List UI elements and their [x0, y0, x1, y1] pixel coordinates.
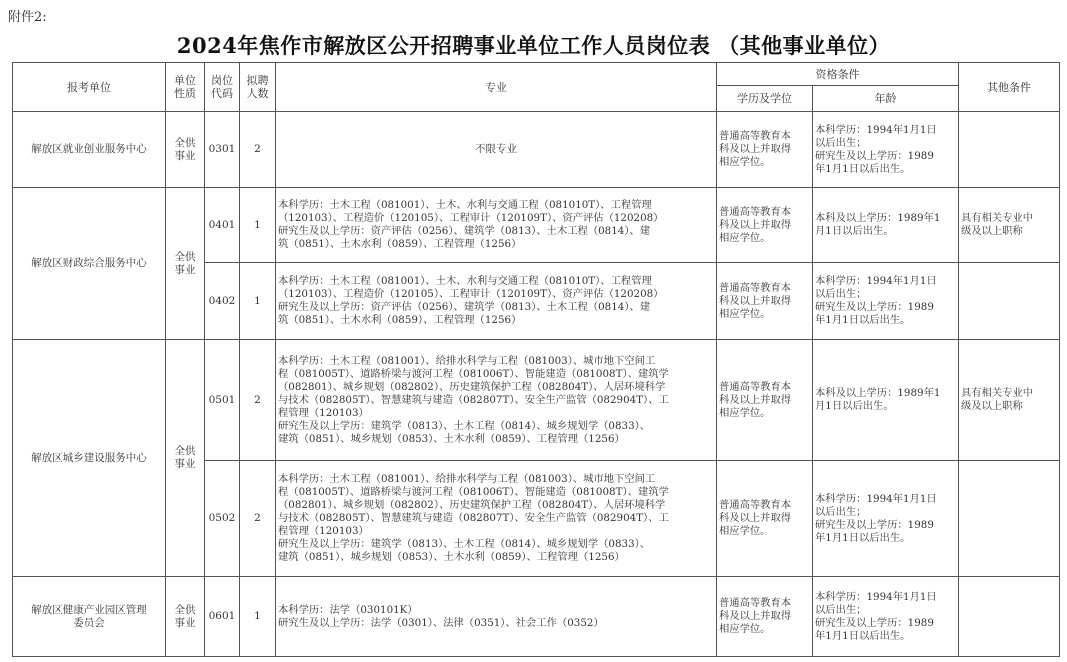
major-line: 与技术（082805T）、智慧建筑与建造（082807T）、安全生产监管（082904T）、工 — [278, 512, 669, 524]
header-nature: 单位 性质 — [166, 63, 205, 112]
major-line: 不限专业 — [475, 143, 517, 155]
major-line: 本科学历：土木工程（081001）、给排水科学与工程（081003）、城市地下空间工 — [278, 473, 656, 485]
code-cell: 0402 — [205, 263, 240, 340]
major-line: （120103）、工程造价（120105）、工程审计（120109T）、资产评估（120208） — [278, 212, 664, 224]
other-cell: 具有相关专业中 级及以上职称 — [959, 340, 1060, 461]
table-row — [13, 188, 1060, 263]
nature-cell: 全供 事业 — [166, 340, 205, 577]
education-cell: 普通高等教育本 科及以上并取得 相应学位。 — [717, 461, 813, 577]
unit-cell: 解放区就业创业服务中心 — [13, 112, 166, 188]
education-cell: 普通高等教育本 科及以上并取得 相应学位。 — [717, 340, 813, 461]
other-cell — [959, 577, 1060, 657]
header-major: 专业 — [276, 63, 717, 112]
count-cell: 1 — [240, 577, 276, 657]
age-cell: 本科及以上学历：1989年1 月1日以后出生。 — [813, 188, 959, 263]
education-cell: 普通高等教育本 科及以上并取得 相应学位。 — [717, 188, 813, 263]
major-line: （082801）、城乡规划（082802）、历史建筑保护工程（082804T）、人居环境科学 — [278, 380, 666, 393]
major-cell — [276, 461, 717, 577]
other-cell — [959, 263, 1060, 340]
count-cell: 1 — [240, 263, 276, 340]
code-cell: 0301 — [205, 112, 240, 188]
header-qualifications: 资格条件 — [717, 63, 959, 86]
major-line: 建筑（0851）、城乡规划（0853）、土木水利（0859）、工程管理（1256） — [278, 432, 625, 445]
major-line: 本科学历：土木工程（081001）、给排水科学与工程（081003）、城市地下空间工 — [278, 354, 656, 367]
major-line: 研究生及以上学历：资产评估（0256）、建筑学（0813）、土木工程（0814）、建 — [278, 225, 651, 237]
count-cell: 2 — [240, 340, 276, 461]
count-cell: 2 — [240, 112, 276, 188]
major-line: 程管理（120103） — [278, 525, 369, 537]
positions-table — [12, 62, 1060, 657]
major-line: 研究生及以上学历：建筑学（0813）、土木工程（0814）、城乡规划学（0833）、 — [278, 538, 651, 550]
major-line: 建筑（0851）、城乡规划（0853）、土木水利（0859）、工程管理（1256） — [278, 551, 625, 563]
major-cell — [276, 263, 717, 340]
major-line: 本科学历：土木工程（081001）、土木、水利与交通工程（081010T）、工程管理 — [278, 275, 652, 287]
age-cell: 本科学历：1994年1月1日 以后出生； 研究生及以上学历：1989 年1月1日以后出生。 — [813, 577, 959, 657]
major-line: 程（081005T）、道路桥梁与渡河工程（081006T）、智能建造（081008T）、建筑学 — [278, 367, 669, 380]
major-cell — [276, 188, 717, 263]
unit-cell: 解放区城乡建设服务中心 — [13, 340, 166, 577]
code-cell: 0501 — [205, 340, 240, 461]
major-cell — [276, 340, 717, 461]
major-line: （082801）、城乡规划（082802）、历史建筑保护工程（082804T）、人居环境科学 — [278, 499, 666, 511]
nature-cell: 全供 事业 — [166, 112, 205, 188]
major-cell — [276, 577, 717, 657]
major-cell — [276, 112, 717, 188]
nature-cell: 全供 事业 — [166, 577, 205, 657]
major-line: 程（081005T）、道路桥梁与渡河工程（081006T）、智能建造（081008T）、建筑学 — [278, 486, 669, 498]
unit-cell: 解放区健康产业园区管理 委员会 — [13, 577, 166, 657]
code-cell: 0401 — [205, 188, 240, 263]
age-cell: 本科学历：1994年1月1日 以后出生； 研究生及以上学历：1989 年1月1日以后出生。 — [813, 263, 959, 340]
age-cell: 本科学历：1994年1月1日 以后出生； 研究生及以上学历：1989 年1月1日以后出生。 — [813, 112, 959, 188]
header-other: 其他条件 — [959, 63, 1060, 112]
other-cell: 具有相关专业中 级及以上职称 — [959, 188, 1060, 263]
education-cell: 普通高等教育本 科及以上并取得 相应学位。 — [717, 577, 813, 657]
header-education: 学历及学位 — [717, 86, 813, 112]
header-unit: 报考单位 — [13, 63, 166, 112]
other-cell — [959, 461, 1060, 577]
other-cell — [959, 112, 1060, 188]
attachment-label: 附件2: — [8, 10, 47, 25]
table-row — [13, 340, 1060, 461]
major-line: 筑（0851）、土木水利（0859）、工程管理（1256） — [278, 314, 522, 326]
age-cell: 本科学历：1994年1月1日 以后出生； 研究生及以上学历：1989 年1月1日以后出生。 — [813, 461, 959, 577]
age-cell: 本科及以上学历：1989年1 月1日以后出生。 — [813, 340, 959, 461]
major-line: 本科学历：法学（030101K） — [278, 603, 418, 616]
major-line: 研究生及以上学历：建筑学（0813）、土木工程（0814）、城乡规划学（0833）、 — [278, 419, 651, 432]
major-line: 与技术（082805T）、智慧建筑与建造（082807T）、安全生产监管（082904T）、工 — [278, 393, 669, 406]
unit-cell: 解放区财政综合服务中心 — [13, 188, 166, 340]
major-line: （120103）、工程造价（120105）、工程审计（120109T）、资产评估（120208） — [278, 288, 664, 300]
table-row — [13, 577, 1060, 657]
count-cell: 2 — [240, 461, 276, 577]
code-cell: 0502 — [205, 461, 240, 577]
major-line: 研究生及以上学历：资产评估（0256）、建筑学（0813）、土木工程（0814）、建 — [278, 301, 651, 313]
major-line: 研究生及以上学历：法学（0301）、法律（0351）、社会工作（0352） — [278, 616, 604, 629]
count-cell: 1 — [240, 188, 276, 263]
major-line: 筑（0851）、土木水利（0859）、工程管理（1256） — [278, 238, 522, 250]
header-count: 拟聘 人数 — [240, 63, 276, 112]
major-line: 本科学历：土木工程（081001）、土木、水利与交通工程（081010T）、工程管理 — [278, 199, 652, 211]
education-cell: 普通高等教育本 科及以上并取得 相应学位。 — [717, 112, 813, 188]
header-code: 岗位 代码 — [205, 63, 240, 112]
code-cell: 0601 — [205, 577, 240, 657]
table-row — [13, 112, 1060, 188]
page-title: 2024年焦作市解放区公开招聘事业单位工作人员岗位表 （其他事业单位） — [176, 33, 891, 58]
major-line: 程管理（120103） — [278, 406, 369, 419]
header-age: 年龄 — [813, 86, 959, 112]
nature-cell: 全供 事业 — [166, 188, 205, 340]
education-cell: 普通高等教育本 科及以上并取得 相应学位。 — [717, 263, 813, 340]
